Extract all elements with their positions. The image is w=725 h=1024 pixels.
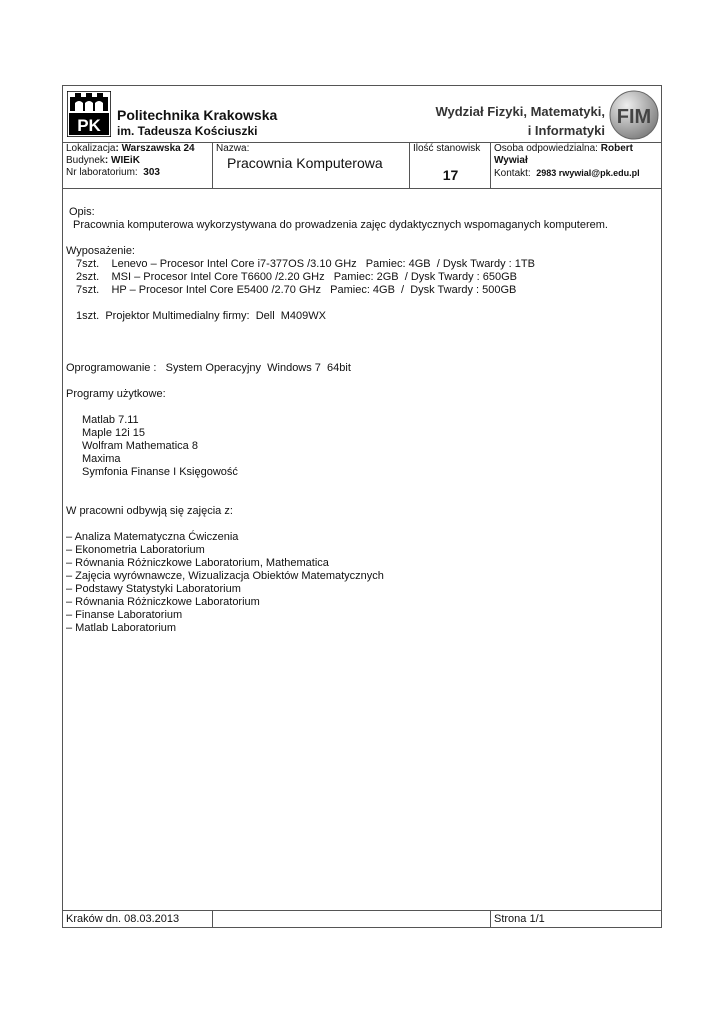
operating-system: Oprogramowanie : System Operacyjny Windows 7 64bit	[66, 362, 351, 374]
location-value: : Warszawska 24	[115, 143, 195, 154]
university-name: Politechnika Krakowska	[117, 107, 278, 123]
description-label: Opis:	[69, 206, 95, 218]
equipment-item: 7szt. Lenevo – Procesor Intel Core i7-377OS /3.10 GHz Pamiec: 4GB / Dysk Twardy : 1TB	[76, 258, 535, 270]
class-item: – Ekonometria Laboratorium	[66, 544, 205, 556]
lab-value: 303	[143, 167, 160, 178]
equipment-label: Wyposażenie:	[66, 245, 135, 257]
class-item: – Zajęcia wyrównawcze, Wizualizacja Obiektów Matematycznych	[66, 570, 384, 582]
person-label: Osoba odpowiedzialna:	[494, 143, 598, 154]
pk-logo-text: PK	[77, 116, 101, 135]
class-item: – Analiza Matematyczna Ćwiczenia	[66, 531, 239, 543]
seats-label: Ilość stanowisk	[413, 143, 481, 154]
name-label: Nazwa:	[216, 143, 250, 154]
description-text: Pracownia komputerowa wykorzystywana do prowadzenia zajęc dydaktycznych wspomaganych komputerem.	[73, 219, 608, 231]
program-item: Symfonia Finanse I Księgowość	[82, 466, 238, 478]
program-item: Maple 12i 15	[82, 427, 145, 439]
building-value: : WIEiK	[104, 155, 140, 166]
footer-empty-cell	[213, 911, 491, 928]
document-body	[66, 206, 656, 635]
pk-logo	[67, 91, 111, 137]
program-item: Wolfram Mathematica 8	[82, 440, 198, 452]
projector-item: 1szt. Projektor Multimedialny firmy: Dell M409WX	[76, 310, 327, 322]
document-header	[63, 86, 661, 143]
location-cell	[63, 142, 213, 188]
person-cell	[491, 142, 661, 188]
university-subtitle: im. Tadeusza Kościuszki	[117, 124, 258, 138]
document-frame	[62, 85, 662, 928]
room-name: Pracownia Komputerowa	[227, 155, 383, 171]
class-item: – Finanse Laboratorium	[66, 609, 183, 621]
class-item: – Podstawy Statystyki Laboratorium	[66, 583, 241, 595]
footer-date: Kraków dn. 08.03.2013	[63, 911, 213, 928]
fim-logo	[609, 90, 659, 140]
lab-label: Nr laboratorium:	[66, 167, 138, 178]
class-item: – Matlab Laboratorium	[66, 622, 177, 634]
document-footer	[63, 910, 661, 928]
seats-value: 17	[442, 167, 459, 183]
faculty-name-line1: Wydział Fizyki, Matematyki,	[435, 104, 605, 119]
equipment-item: 2szt. MSI – Procesor Intel Core T6600 /2.20 GHz Pamiec: 2GB / Dysk Twardy : 650GB	[76, 271, 517, 283]
contact-label: Kontakt:	[494, 168, 531, 179]
program-item: Matlab 7.11	[82, 414, 139, 426]
building-label: Budynek	[66, 155, 105, 166]
class-item: – Równania Różniczkowe Laboratorium	[66, 596, 260, 608]
class-item: – Równania Różniczkowe Laboratorium, Mathematica	[66, 557, 329, 569]
faculty-name-line2: i Informatyki	[527, 123, 605, 138]
programs-label: Programy użytkowe:	[66, 388, 166, 400]
contact-value: 2983 rwywial@pk.edu.pl	[536, 168, 640, 178]
info-table	[63, 142, 661, 189]
classes-label: W pracowni odbywją się zajęcia z:	[66, 505, 233, 517]
name-cell	[213, 142, 410, 188]
fim-logo-text: FIM	[616, 106, 652, 128]
equipment-item: 7szt. HP – Procesor Intel Core E5400 /2.70 GHz Pamiec: 4GB / Dysk Twardy : 500GB	[76, 284, 517, 296]
footer-page-number: Strona 1/1	[494, 913, 545, 925]
location-label: Lokalizacja	[66, 143, 116, 154]
seats-cell	[410, 142, 491, 188]
person-last-name: Wywiał	[494, 155, 528, 166]
program-item: Maxima	[82, 453, 121, 465]
person-first-name: Robert	[600, 143, 633, 154]
